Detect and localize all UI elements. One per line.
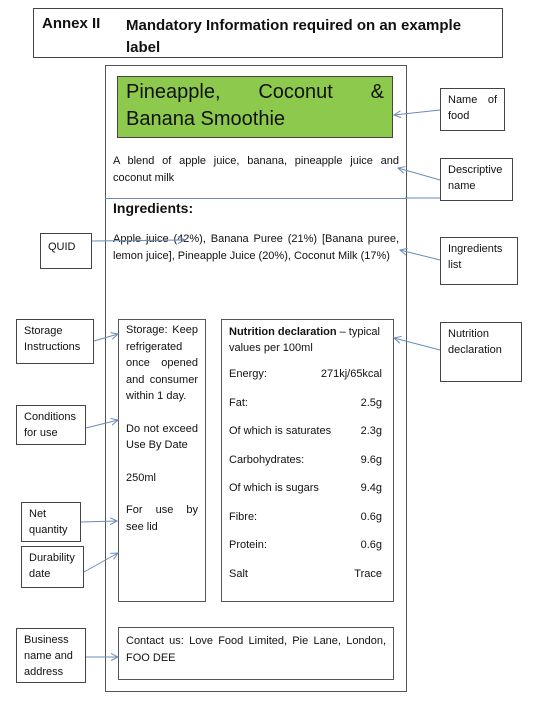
callout-ingredients-list: Ingredients list [440, 237, 518, 285]
arrow-ingredients-list [400, 250, 440, 260]
nutrient-value: 9.4g [360, 482, 382, 494]
nutrient-name: Salt [229, 568, 248, 580]
nutrient-name: Fibre: [229, 511, 258, 523]
arrow-conditions-for-use [86, 420, 118, 428]
net-quantity-text: 250ml [126, 471, 156, 484]
ingredients-list-text: Apple juice (42%), Banana Puree (21%) [Banana puree, lemon juice], Pineapple Juice (20%), Coconut Milk (17%) [113, 233, 399, 262]
arrow-quid [92, 240, 185, 241]
arrow-storage-instructions [94, 334, 118, 341]
conditions-for-use-text: Do not exceed Use By Date [126, 422, 198, 451]
nutrient-value: 2.5g [360, 397, 382, 409]
nutrient-name: Fat: [229, 397, 248, 409]
callout-quid: QUID [40, 233, 92, 269]
storage-instructions-text: Storage: Keep refrigerated once opened and consumer within 1 day. [126, 324, 198, 402]
nutrient-name: Of which is sugars [229, 482, 319, 494]
nutrient-value: 271kj/65kcal [320, 368, 382, 380]
nutrient-value: 0.6g [360, 539, 382, 551]
arrow-nutrition-declaration [394, 338, 440, 350]
arrow-net-quantity [81, 521, 117, 522]
ingredients-heading: Ingredients: [113, 200, 194, 216]
contact-panel: Contact us: Love Food Limited, Pie Lane, London, FOO DEE [118, 627, 394, 680]
callout-business-name-address: Business name and address [16, 628, 86, 683]
nutrient-name: Of which is saturates [229, 425, 332, 437]
nutrient-value: 9.6g [360, 454, 382, 466]
callout-name-of-food: Name of food [440, 88, 505, 131]
annex-number: Annex II [42, 15, 101, 32]
callout-nutrition-declaration: Nutrition declaration [440, 322, 522, 382]
annex-title: Mandatory Information required on an example label [126, 17, 462, 56]
nutrient-value: 2.3g [360, 425, 382, 437]
nutrient-name: Protein: [229, 539, 267, 551]
descriptive-name-text: A blend of apple juice, banana, pineapple juice and coconut milk [113, 155, 399, 184]
nutrition-heading-rest: – typical values per 100ml [229, 326, 380, 354]
arrow-name-of-food [394, 110, 440, 115]
callout-durability-date: Durability date [21, 546, 84, 588]
nutrient-name: Carbohydrates: [229, 454, 305, 466]
nutrient-name: Energy: [229, 368, 267, 380]
callout-net-quantity: Net quantity [21, 502, 81, 542]
callout-storage-instructions: Storage Instructions [16, 319, 94, 364]
arrow-descriptive-name [398, 168, 440, 180]
nutrient-value: Trace [354, 568, 382, 580]
callout-conditions-for-use: Conditions for use [16, 405, 86, 445]
arrow-durability-date [84, 553, 118, 572]
callout-descriptive-name: Descriptive name [440, 158, 513, 201]
durability-date-text: For use by see lid [126, 504, 198, 533]
nutrient-value: 0.6g [360, 511, 382, 523]
food-name: Pineapple, Coconut & Banana Smoothie [117, 76, 393, 138]
nutrition-heading-bold: Nutrition declaration [229, 326, 337, 338]
